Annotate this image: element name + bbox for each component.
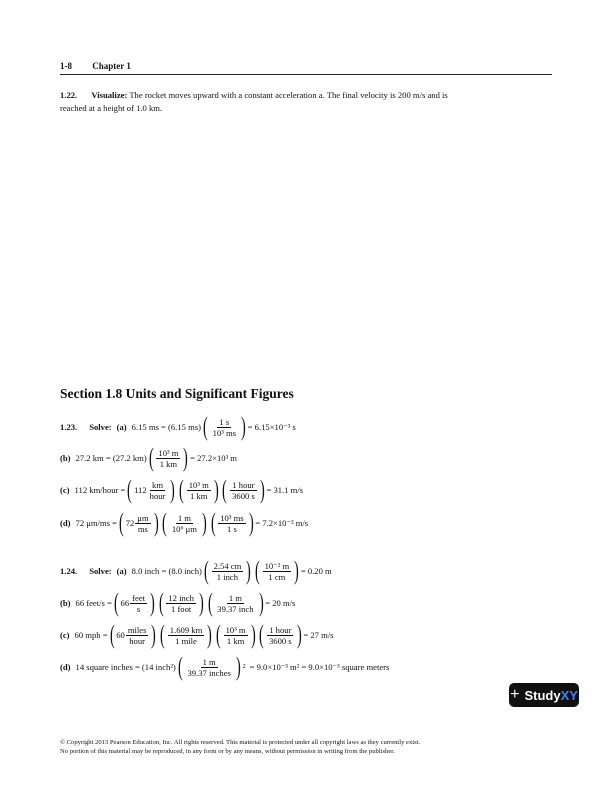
problem-text-line1: The rocket moves upward with a constant acceleration a. The final velocity is 200 m/s and is xyxy=(129,90,448,100)
problem-1-22 xyxy=(60,89,552,114)
frac-num: ( 1 hour xyxy=(269,624,292,635)
part-label: (c) xyxy=(60,630,70,640)
eq-lhs: 14 square inches = (14 inch²) xyxy=(75,662,176,672)
frac-den: 39.37 inch xyxy=(217,603,254,614)
factor xyxy=(176,654,243,680)
studyxy-logo[interactable] xyxy=(509,683,579,707)
eq-rhs: = 7.2×10⁻² m/s xyxy=(255,517,309,528)
factor xyxy=(253,558,301,584)
header-rule xyxy=(60,74,552,75)
solve-label: Solve: xyxy=(89,422,112,432)
page-number: 1-8 xyxy=(60,61,72,71)
part-label: (c) xyxy=(60,485,70,495)
frac-num: ( 1 s xyxy=(219,416,230,427)
eq-1-24b xyxy=(60,590,295,616)
eq-lhs: 112 km/hour = xyxy=(74,485,126,495)
footer-line1: © Copyright 2013 Pearson Education, Inc. All rights reserved. This material is protected under all copyright laws as they currently exist. xyxy=(60,739,421,746)
frac-den: 1 foot xyxy=(171,603,192,614)
factor xyxy=(147,445,190,471)
factor xyxy=(202,558,253,584)
frac-den: 1 km xyxy=(226,635,245,646)
section-title: Section 1.8 Units and Significant Figures xyxy=(60,386,294,401)
factor xyxy=(158,622,214,648)
frac-num: ( 1 m xyxy=(177,512,191,523)
frac-den: 10³ ms xyxy=(212,427,236,438)
eq-lhs: 6.15 ms = (6.15 ms) xyxy=(131,422,201,432)
part-label: (a) xyxy=(116,422,127,432)
frac-den: 1 km xyxy=(190,490,208,501)
frac-num: ( 1 m xyxy=(228,592,242,603)
eq-lhs: 66 feet/s = xyxy=(75,598,112,608)
visualize-label: Visualize: xyxy=(91,90,128,100)
logo-study: Study xyxy=(524,687,561,703)
chapter-label: Chapter 1 xyxy=(92,61,131,71)
frac-den: 1 km xyxy=(159,458,178,469)
factor xyxy=(125,477,177,503)
frac-num: ( 10³ m xyxy=(188,479,209,490)
eq-1-23d xyxy=(60,510,308,536)
page-header xyxy=(60,61,131,71)
eq-1-23a xyxy=(60,414,296,440)
factor xyxy=(117,510,160,536)
coef: ( 112 xyxy=(134,485,147,495)
factor xyxy=(206,590,266,616)
coef: ( 66 xyxy=(120,598,130,608)
frac-den: 39.37 inches xyxy=(187,667,231,678)
factor xyxy=(220,477,266,503)
eq-1-23c xyxy=(60,477,303,503)
eq-rhs: = 27.2×10³ m xyxy=(190,453,237,463)
logo-xy: XY xyxy=(560,687,578,703)
factor xyxy=(214,622,257,648)
eq-rhs: = 20 m/s xyxy=(265,598,296,608)
plus-icon: + xyxy=(510,686,520,703)
factor xyxy=(108,622,159,648)
problem-text-line2: reached at a height of 1.0 km. xyxy=(60,102,163,113)
solve-label: Solve: xyxy=(89,566,112,576)
coef: ( 60 xyxy=(116,630,125,640)
frac-den: 1 s xyxy=(227,523,237,534)
part-label: (b) xyxy=(60,453,71,463)
frac-num: feet xyxy=(132,592,146,603)
eq-1-24c xyxy=(60,622,333,648)
part-label: (d) xyxy=(60,662,71,672)
frac-num: ( 1 hour xyxy=(232,479,255,490)
frac-num: miles xyxy=(127,624,147,635)
eq-lhs: 27.2 km = (27.2 km) xyxy=(75,453,147,463)
problem-number: 1.22. xyxy=(60,90,78,100)
problem-number: 1.24. xyxy=(60,566,78,576)
part-label: (b) xyxy=(60,598,71,608)
frac-den: 1 inch xyxy=(216,571,239,582)
factor xyxy=(160,510,208,536)
frac-den: hour xyxy=(129,635,146,646)
frac-num: km xyxy=(152,479,164,490)
frac-num: ( 10⁻² m xyxy=(264,560,290,571)
copyright-footer xyxy=(60,739,420,756)
eq-rhs: = 6.15×10⁻³ s xyxy=(247,421,296,432)
eq-lhs: 72 μm/ms = xyxy=(75,518,117,528)
frac-num: ( 12 inch xyxy=(168,592,194,603)
frac-den: 1 cm xyxy=(268,571,286,582)
factor xyxy=(112,590,157,616)
factor xyxy=(209,510,256,536)
frac-den: ms xyxy=(137,523,148,534)
part-label: (d) xyxy=(60,518,71,528)
eq-1-23b xyxy=(60,445,237,471)
frac-den: 3600 s xyxy=(268,635,292,646)
part-label: (a) xyxy=(116,566,127,576)
frac-num: ( 10³ ms xyxy=(220,512,244,523)
eq-1-24d: (d) 14 square inches = (14 inch²) ( $\frac{1 m}{\text{39.37 inches}}$ ) 2 = 9.0×10⁻³ m² = 9.0×10⁻³ square meters xyxy=(60,654,389,680)
frac-den: s xyxy=(136,603,141,614)
frac-den: 10⁶ μm xyxy=(171,523,197,534)
frac-num: μm xyxy=(137,512,149,523)
frac-den: 1 mile xyxy=(175,635,197,646)
factor xyxy=(177,477,220,503)
eq-rhs: = 9.0×10⁻³ m² = 9.0×10⁻³ square meters xyxy=(249,661,390,672)
eq-lhs: 60 mph = xyxy=(74,630,108,640)
frac-num: ( 1 m xyxy=(202,656,216,667)
factor xyxy=(257,622,303,648)
eq-rhs: = 0.20 m xyxy=(300,566,332,576)
frac-den: hour xyxy=(149,490,166,501)
frac-num: ( 10³ m xyxy=(158,447,179,458)
frac-den: 3600 s xyxy=(232,490,255,501)
frac-num: ( 10³ m xyxy=(225,624,246,635)
footer-line2: No portion of this material may be reproduced, in any form or by any means, without permission in writing from the publisher. xyxy=(60,747,395,755)
eq-1-24a xyxy=(60,558,332,584)
frac-num: ( 2.54 cm xyxy=(213,560,242,571)
eq-rhs: = 27 m/s xyxy=(303,630,334,640)
eq-lhs: 8.0 inch = (8.0 inch) xyxy=(131,566,202,576)
factor xyxy=(157,590,206,616)
frac-num: ( 1.609 km xyxy=(169,624,203,635)
factor xyxy=(201,414,248,440)
coef: ( 72 xyxy=(125,518,135,528)
eq-rhs: = 31.1 m/s xyxy=(266,485,304,495)
problem-number: 1.23. xyxy=(60,422,78,432)
